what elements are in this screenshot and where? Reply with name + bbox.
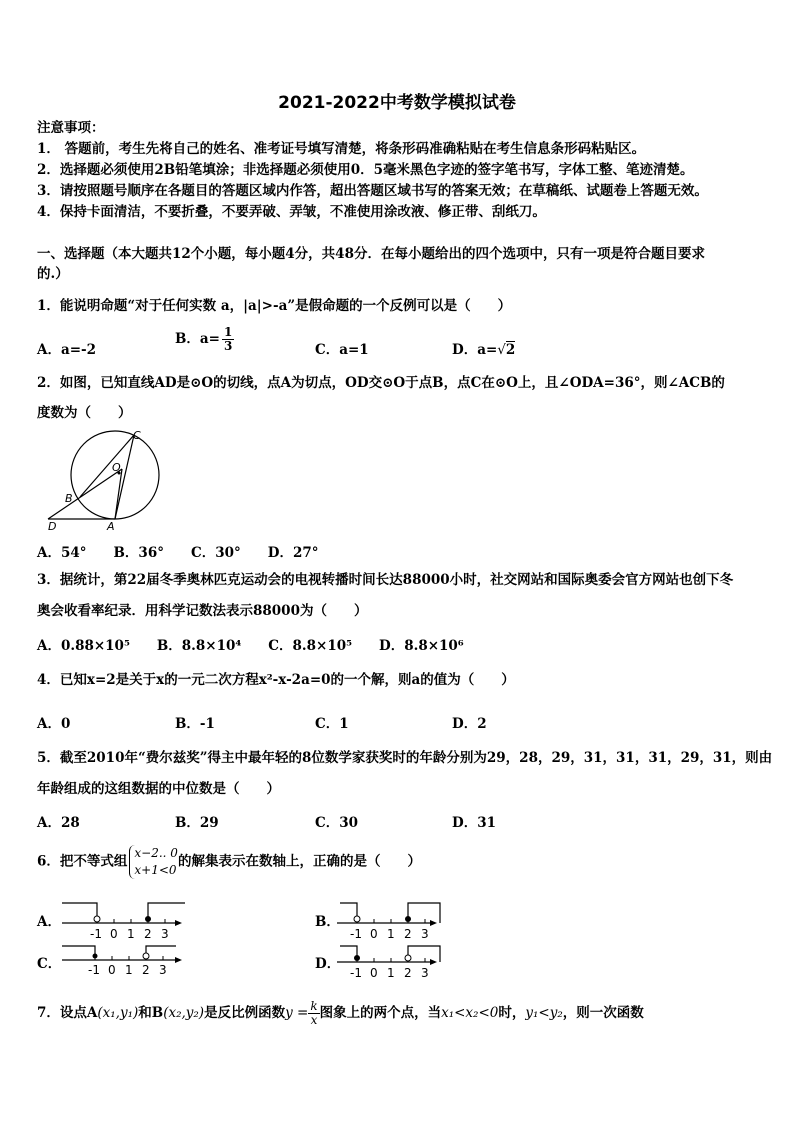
segment-bc — [80, 435, 134, 497]
number-line-b — [335, 895, 445, 943]
q1-option-d: D．a=√2 — [452, 342, 516, 358]
inequality-system: x−2.. 0 x+1<0 — [129, 845, 178, 879]
svg-text:3: 3 — [159, 963, 167, 977]
question-3-line1: 3．据统计，第22届冬季奥林匹克运动会的电视转播时间长达88000小时，社交网站和国际奥委会官方网站也创下冬 — [37, 572, 734, 588]
svg-text:-1: -1 — [90, 927, 102, 941]
question-7-stem: 7．设点A(x₁,y₁)和B(x₂,y₂)是反比例函数y = $\frac{k}{x}$ 图象上的两个点，当x₁<x₂<0时，y₁<y₂，则一次函数 — [37, 999, 644, 1027]
note-item: 4．保持卡面清洁，不要折叠，不要弄破、弄皱，不准使用涂改液、修正带、刮纸刀。 — [37, 204, 546, 220]
svg-text:1: 1 — [127, 927, 135, 941]
q5-option-b: B．29 — [175, 815, 219, 831]
q6-label-a: A． — [37, 914, 61, 930]
svg-text:3: 3 — [421, 927, 429, 941]
svg-text:2: 2 — [142, 963, 150, 977]
q6-label-b: B． — [315, 914, 340, 930]
svg-text:2: 2 — [404, 927, 412, 941]
q4-option-b: B．-1 — [175, 716, 215, 732]
q1-option-a: A．a=-2 — [37, 342, 97, 358]
note-item: 1． 答题前，考生先将自己的姓名、准考证号填写清楚，将条形码准确粘贴在考生信息条形码粘贴区。 — [37, 141, 646, 157]
label-o: O — [112, 461, 121, 474]
section-heading: 一、选择题（本大题共12个小题，每小题4分，共48分．在每小题给出的四个选项中，只有一项是符合题目要求 — [37, 246, 705, 262]
question-2-line2: 度数为（ ） — [37, 405, 132, 421]
circle-o — [71, 431, 159, 519]
question-2-line1: 2．如图，已知直线AD是⊙O的切线，点A为切点，OD交⊙O于点B，点C在⊙O上，且∠ODA=36°，则∠ACB的 — [37, 375, 725, 391]
notes-heading: 注意事项： — [37, 120, 105, 136]
svg-text:1: 1 — [125, 963, 133, 977]
svg-text:2: 2 — [144, 927, 152, 941]
q6-label-d: D． — [315, 956, 341, 972]
question-6-stem: 6．把不等式组 x−2.. 0 x+1<0 的解集表示在数轴上，正确的是（ ） — [37, 846, 421, 877]
question-4-stem: 4．已知x=2是关于x的一元二次方程x²-x-2a=0的一个解，则a的值为（ ） — [37, 672, 515, 688]
circle-tangent-figure — [40, 425, 170, 535]
svg-text:1: 1 — [387, 927, 395, 941]
q1-option-c: C．a=1 — [315, 342, 369, 358]
q1-option-b: B．a= $\frac{1}{3}$ — [175, 325, 233, 353]
section-heading-cont: 的.） — [37, 266, 69, 282]
q5-option-c: C．30 — [315, 815, 359, 831]
svg-text:2: 2 — [404, 966, 412, 980]
svg-text:3: 3 — [421, 966, 429, 980]
svg-text:-1: -1 — [88, 963, 100, 977]
q5-option-a: A．28 — [37, 815, 80, 831]
number-line-c — [60, 940, 185, 980]
svg-text:0: 0 — [110, 927, 118, 941]
page-title: 2021-2022中考数学模拟试卷 — [278, 93, 516, 113]
q6-label-c: C． — [37, 956, 62, 972]
question-5-line1: 5．截至2010年“费尔兹奖”得主中最年轻的8位数学家获奖时的年龄分别为29，28，29，31，31，31，29，31，则由 — [37, 750, 773, 766]
label-d: D — [48, 520, 57, 533]
q5-option-d: D．31 — [452, 815, 496, 831]
segment-od — [48, 469, 122, 519]
q4-option-c: C．1 — [315, 716, 349, 732]
svg-text:0: 0 — [370, 927, 378, 941]
svg-text:3: 3 — [161, 927, 169, 941]
q3-options: A．0.88×10⁵ B．8.8×10⁴ C．8.8×10⁵ D．8.8×10⁶ — [37, 638, 464, 654]
label-b: B — [65, 492, 73, 505]
question-3-line2: 奥会收看率纪录．用科学记数法表示88000为（ ） — [37, 603, 368, 619]
label-a: A — [107, 520, 115, 533]
note-item: 2．选择题必须使用2B铅笔填涂；非选择题必须使用0．5毫米黑色字迹的签字笔书写，字体工整、笔迹清楚。 — [37, 162, 694, 178]
svg-text:1: 1 — [387, 966, 395, 980]
number-line-d — [335, 940, 445, 982]
segment-ac — [115, 435, 134, 519]
q4-option-a: A．0 — [37, 716, 71, 732]
q2-options: A．54° B．36° C．30° D．27° — [37, 545, 319, 561]
label-c: C — [133, 429, 141, 442]
svg-text:-1: -1 — [350, 966, 362, 980]
q4-option-d: D．2 — [452, 716, 487, 732]
question-1-stem: 1．能说明命题“对于任何实数 a，|a|>-a”是假命题的一个反例可以是（ ） — [37, 298, 512, 314]
svg-text:-1: -1 — [350, 927, 362, 941]
svg-text:0: 0 — [370, 966, 378, 980]
question-5-line2: 年龄组成的这组数据的中位数是（ ） — [37, 781, 280, 797]
note-item: 3．请按照题号顺序在各题目的答题区域内作答，超出答题区域书写的答案无效；在草稿纸、试题卷上答题无效。 — [37, 183, 708, 199]
number-line-a — [60, 895, 185, 943]
svg-text:0: 0 — [108, 963, 116, 977]
